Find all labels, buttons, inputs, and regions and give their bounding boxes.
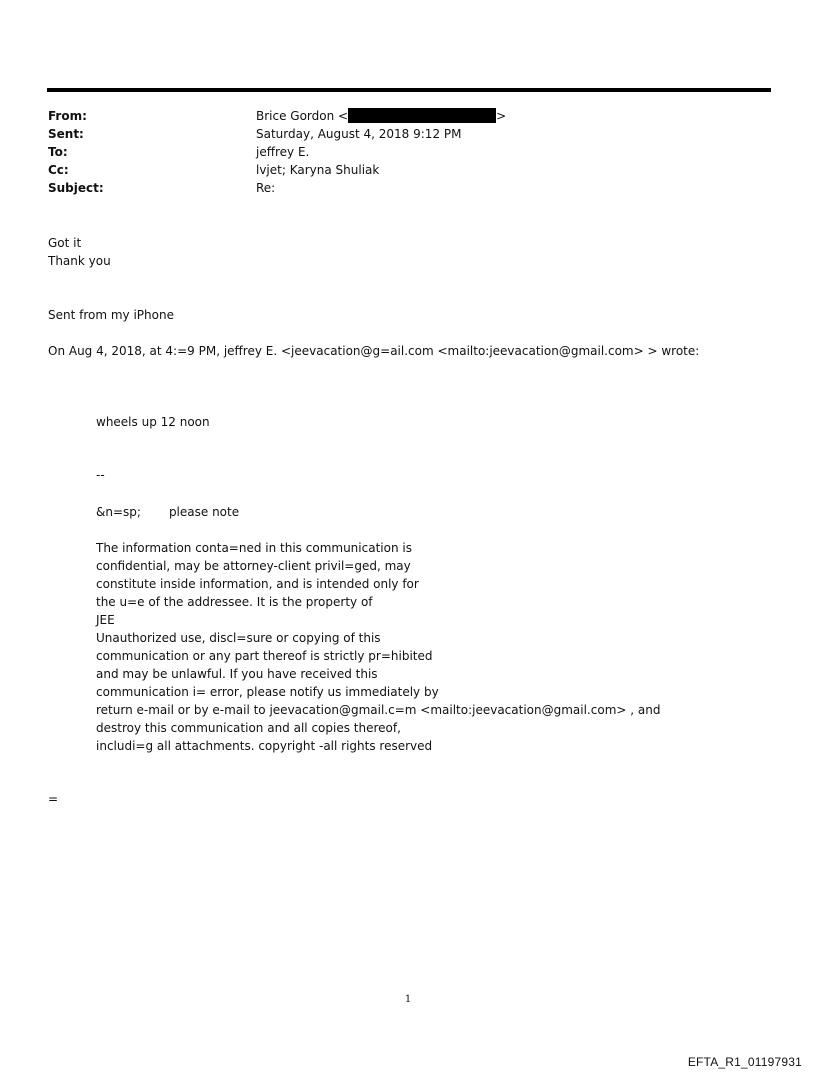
to-label: To: bbox=[48, 145, 68, 159]
disclaimer-line: return e-mail or by e-mail to jeevacation@gmail.c=m <mailto:jeevacation@gmail.com> , and bbox=[96, 703, 661, 717]
quoted-please-note-line bbox=[96, 503, 239, 521]
trailing-equals: = bbox=[48, 792, 59, 806]
subject-label: Subject: bbox=[48, 181, 104, 195]
body-line-got-it: Got it bbox=[48, 236, 82, 250]
disclaimer-line: includi=g all attachments. copyright -all rights reserved bbox=[96, 739, 433, 753]
subject-value: Re: bbox=[256, 181, 276, 195]
disclaimer-line: The information conta=ned in this communication is bbox=[96, 541, 412, 555]
disclaimer-line: confidential, may be attorney-client privil=ged, may bbox=[96, 559, 411, 573]
disclaimer-line: JEE bbox=[96, 613, 115, 627]
disclaimer-line: the u=e of the addressee. It is the property of bbox=[96, 595, 373, 609]
please-note-text: please note bbox=[168, 505, 240, 519]
to-value: jeffrey E. bbox=[256, 145, 310, 159]
disclaimer-line: communication or any part thereof is strictly pr=hibited bbox=[96, 649, 433, 663]
body-signature: Sent from my iPhone bbox=[48, 308, 174, 322]
from-close-bracket: > bbox=[496, 109, 507, 123]
from-label: From: bbox=[48, 109, 87, 123]
body-line-thank-you: Thank you bbox=[48, 254, 111, 268]
page-number: 1 bbox=[404, 994, 412, 1005]
from-value bbox=[256, 107, 506, 125]
cc-label: Cc: bbox=[48, 163, 69, 177]
quoted-message: wheels up 12 noon bbox=[96, 415, 210, 429]
sent-label: Sent: bbox=[48, 127, 84, 141]
body-quote-intro: On Aug 4, 2018, at 4:=9 PM, jeffrey E. <jeevacation@g=ail.com <mailto:jeevacation@gmail.com> > wrote: bbox=[48, 344, 700, 358]
disclaimer-line: constitute inside information, and is intended only for bbox=[96, 577, 419, 591]
disclaimer-line: destroy this communication and all copies thereof, bbox=[96, 721, 401, 735]
nbsp-prefix: &n=sp; bbox=[96, 505, 141, 519]
from-name: Brice Gordon < bbox=[256, 109, 349, 123]
header-divider-rule bbox=[47, 88, 771, 92]
cc-value: lvjet; Karyna Shuliak bbox=[256, 163, 380, 177]
disclaimer-line: Unauthorized use, discl=sure or copying of this bbox=[96, 631, 381, 645]
quoted-separator: -- bbox=[96, 468, 105, 482]
disclaimer-line: and may be unlawful. If you have received this bbox=[96, 667, 378, 681]
bates-number: EFTA_R1_01197931 bbox=[687, 1055, 802, 1069]
disclaimer-line: communication i= error, please notify us immediately by bbox=[96, 685, 439, 699]
redaction-box bbox=[348, 108, 496, 123]
sent-value: Saturday, August 4, 2018 9:12 PM bbox=[256, 127, 462, 141]
